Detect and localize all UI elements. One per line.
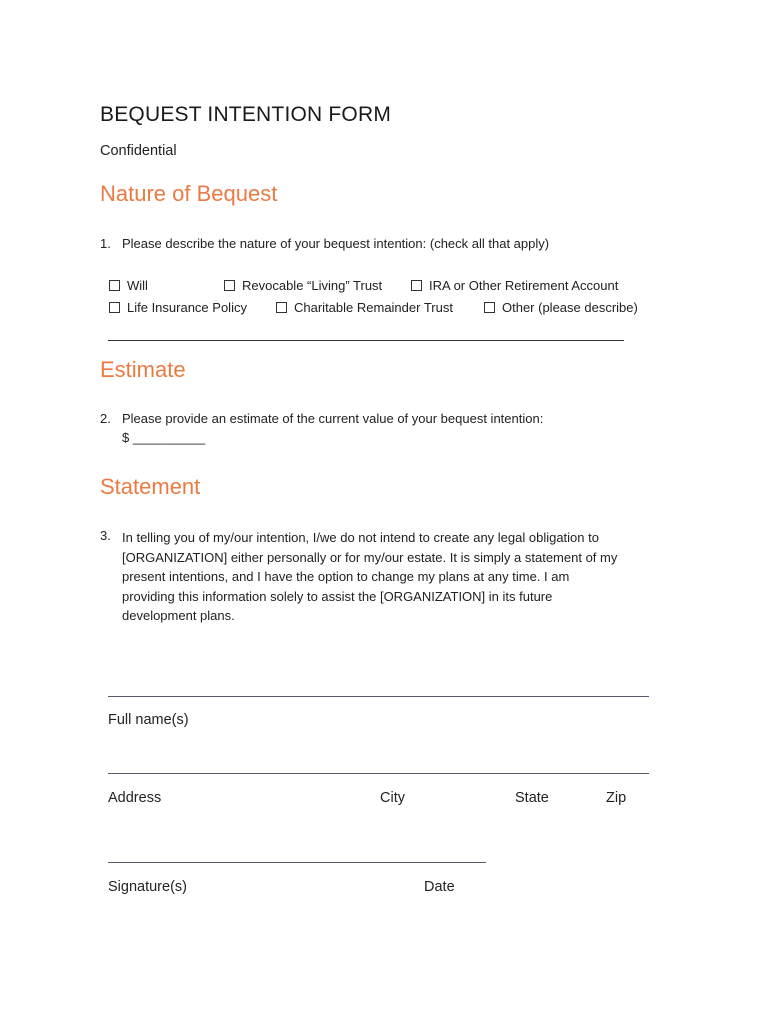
zip-label: Zip [606,790,627,806]
statement-heading: Statement [100,474,201,499]
nature-of-bequest-heading: Nature of Bequest [100,181,278,206]
other-describe-line[interactable] [108,340,624,341]
estimate-amount-field[interactable]: $ __________ [122,430,206,445]
option-life-insurance-label: Life Insurance Policy [127,300,247,315]
statement-line: [ORGANIZATION] either personally or for my/our estate. It is simply a statement of my [122,549,618,565]
full-name-line[interactable] [108,696,649,697]
question-1-text: Please describe the nature of your bequest intention: (check all that apply) [122,236,550,251]
estimate-heading: Estimate [100,357,186,382]
form-title: BEQUEST INTENTION FORM [100,103,392,126]
statement-line: development plans. [122,608,235,624]
statement-paragraph [122,528,682,626]
option-life-insurance[interactable] [109,300,247,315]
address-line[interactable] [108,773,649,774]
checkbox-other[interactable] [484,302,495,313]
option-other-label: Other (please describe) [502,300,638,315]
question-2 [100,411,660,429]
option-revocable-trust-label: Revocable “Living” Trust [242,278,383,293]
option-ira-label: IRA or Other Retirement Account [429,278,619,293]
statement-line: providing this information solely to assist the [ORGANIZATION] in its future [122,588,553,604]
question-1-number: 1. [100,236,111,251]
option-revocable-trust[interactable] [224,278,382,293]
confidential-label: Confidential [100,143,177,159]
statement-line: present intentions, and I have the option to change my plans at any time. I am [122,569,570,585]
signature-label: Signature(s) [108,879,187,895]
checkbox-revocable-trust[interactable] [224,280,235,291]
statement-line: In telling you of my/our intention, I/we do not intend to create any legal obligation to [122,530,599,545]
signature-line[interactable] [108,862,486,863]
city-label: City [380,790,405,806]
option-charitable-remainder-trust[interactable] [276,300,453,315]
checkbox-ira[interactable] [411,280,422,291]
state-label: State [515,790,549,806]
full-name-label: Full name(s) [108,712,189,728]
option-will[interactable] [109,278,148,293]
checkbox-life-insurance[interactable] [109,302,120,313]
question-1 [100,236,660,254]
question-2-text: Please provide an estimate of the current value of your bequest intention: [122,411,544,426]
option-will-label: Will [127,278,148,293]
checkbox-charitable-remainder-trust[interactable] [276,302,287,313]
option-charitable-remainder-trust-label: Charitable Remainder Trust [294,300,453,315]
option-ira[interactable] [411,278,618,293]
date-label: Date [424,879,455,895]
question-3-number: 3. [100,528,111,543]
address-label: Address [108,790,162,806]
option-other[interactable] [484,300,638,315]
question-2-number: 2. [100,411,111,426]
checkbox-will[interactable] [109,280,120,291]
